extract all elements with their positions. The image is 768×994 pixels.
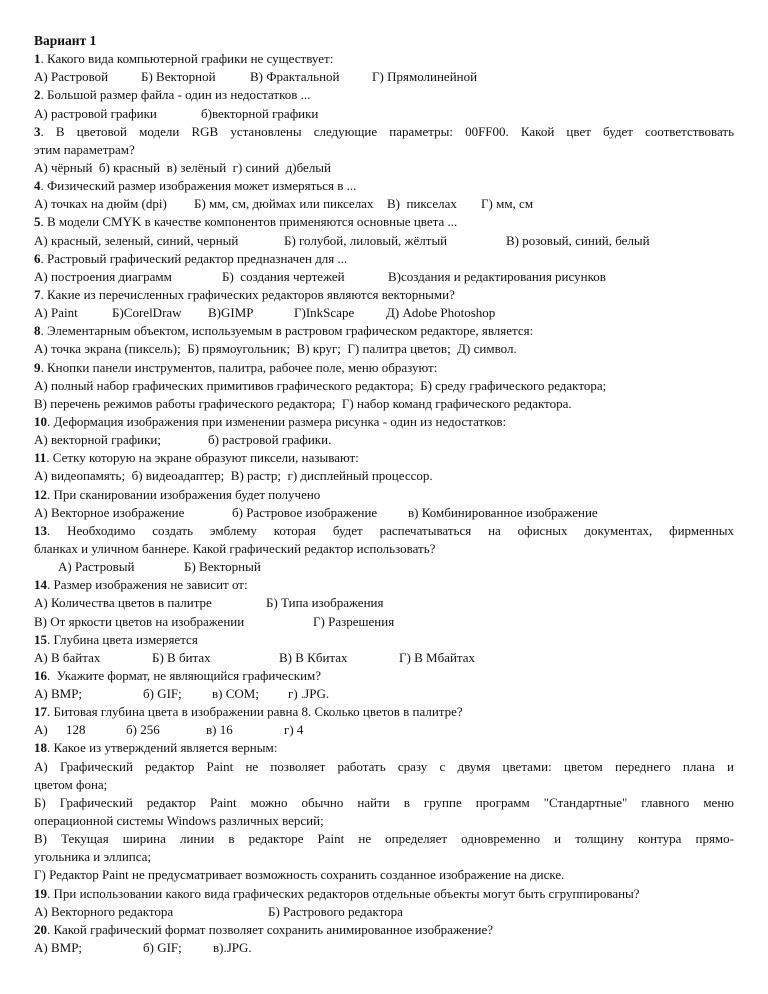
answer-option: А) Векторное изображение <box>34 504 185 520</box>
answer-18b: Б) Графический редактор Paint можно обычно найти в группе программ "Стандартные" главного меню <box>34 794 734 810</box>
question-text: Какой графический формат позволяет сохранить анимированное изображение? <box>53 921 493 937</box>
answers-12 <box>34 504 734 522</box>
question-number: 4 <box>34 178 41 194</box>
answer-option: Б) Векторной <box>141 69 216 85</box>
question-18: 18. Какое из утверждений является верным: <box>34 740 278 756</box>
question-5: 5. В модели CMYK в качестве компонентов применяются основные цвета ... <box>34 214 458 230</box>
question-text: Большой размер файла - один из недостатков ... <box>47 87 311 103</box>
question-3-cont: этим параметрам? <box>34 141 135 157</box>
answers-6 <box>34 268 734 286</box>
answer-option: в) COM; <box>212 686 259 702</box>
answer-option: Г) Разрешения <box>313 613 395 629</box>
answer-18d: Г) Редактор Paint не предусматривает возможность сохранить созданное изображение на диске. <box>34 867 565 883</box>
question-2: 2. Большой размер файла - один из недостатков ... <box>34 87 311 103</box>
question-7: 7. Какие из перечисленных графических редакторов являются векторными? <box>34 286 455 302</box>
answer-option: Б) В битах <box>152 649 211 665</box>
question-8: 8. Элементарным объектом, используемым в растровом графическом редакторе, является: <box>34 323 534 339</box>
question-20: 20. Какой графический формат позволяет сохранить анимированное изображение? <box>34 921 493 937</box>
answers-14-line-2 <box>34 613 734 631</box>
answer-option: б) растровой графики. <box>208 432 332 448</box>
question-number: 8 <box>34 323 41 339</box>
answer-option: Г) мм, см <box>481 196 534 212</box>
answer-option: А) Растровый <box>58 559 135 575</box>
answer-option: А) векторной графики; <box>34 432 161 448</box>
question-text: Укажите формат, не являющийся графическим? <box>53 667 322 683</box>
question-number: 2 <box>34 87 41 103</box>
answer-option: А) Paint <box>34 305 78 321</box>
answer-option: в) Комбинированное изображение <box>408 504 598 520</box>
question-number: 20 <box>34 921 47 937</box>
answer-option: А) BMP; <box>34 940 83 956</box>
answer-option: В) Фрактальной <box>250 69 340 85</box>
question-11: 11. Сетку которую на экране образуют пиксели, называют: <box>34 450 359 466</box>
answers-10 <box>34 431 734 449</box>
question-12: 12. При сканировании изображения будет получено <box>34 486 321 502</box>
answers-17 <box>34 721 734 739</box>
answers-7 <box>34 304 734 322</box>
question-1: 1. Какого вида компьютерной графики не существует: <box>34 51 334 67</box>
answer-option: В) От яркости цветов на изображении <box>34 613 245 629</box>
answers-5 <box>34 232 734 250</box>
answer-option: В)создания и редактирования рисунков <box>388 268 606 284</box>
answers-16 <box>34 685 734 703</box>
question-number: 10 <box>34 413 47 429</box>
question-text: Глубина цвета измеряется <box>53 631 198 647</box>
question-number: 13 <box>34 522 47 538</box>
question-6: 6. Растровый графический редактор предназначен для ... <box>34 250 348 266</box>
variant-title: Вариант 1 <box>34 33 97 48</box>
answer-option: б) Растровое изображение <box>232 504 378 520</box>
answer-18a-cont: цветом фона; <box>34 776 108 792</box>
question-number: 11 <box>34 450 47 466</box>
answer-option: А) построения диаграмм <box>34 268 172 284</box>
answer-18a: А) Графический редактор Paint не позволяет работать сразу с двумя цветами: цветом переднего плана и <box>34 758 734 774</box>
question-19: 19. При использовании какого вида графических редакторов отдельные объекты могут быть сгруппированы? <box>34 885 640 901</box>
question-3: 3. В цветовой модели RGB установлены следующие параметры: 00FF00. Какой цвет будет соответствовать <box>34 123 734 139</box>
question-17: 17. Битовая глубина цвета в изображении равна 8. Сколько цветов в палитре? <box>34 704 463 720</box>
question-text: Битовая глубина цвета в изображении равна 8. Сколько цветов в палитре? <box>53 704 463 720</box>
question-16: 16. Укажите формат, не являющийся графическим? <box>34 667 322 683</box>
question-4: 4. Физический размер изображения может измеряться в ... <box>34 178 357 194</box>
answer-option: А) точках на дюйм (dpi) <box>34 196 167 212</box>
answer-option: Б)CorelDraw <box>112 305 182 321</box>
answer-18b-cont: операционной системы Windows различных версий; <box>34 813 324 829</box>
answer-18c: В) Текущая ширина линии в редакторе Paint не определяет одновременно и толщину контура прямо- <box>34 831 734 847</box>
answer-option: Б) голубой, лиловый, жёлтый <box>284 232 448 248</box>
answers-15 <box>34 649 734 667</box>
question-number: 3 <box>34 123 41 139</box>
answer-option: А) красный, зеленый, синий, черный <box>34 232 239 248</box>
answer-option: Б) Растрового редактора <box>268 903 403 919</box>
answers-9-line-2: В) перечень режимов работы графического редактора; Г) набор команд графического редактора. <box>34 395 572 411</box>
question-number: 16 <box>34 667 47 683</box>
question-number: 7 <box>34 286 41 302</box>
answer-18c-cont: угольника и эллипса; <box>34 849 152 865</box>
answer-option: Б) Векторный <box>184 559 261 575</box>
question-number: 12 <box>34 486 47 502</box>
answer-option: А) Векторного редактора <box>34 903 174 919</box>
answer-option: 128 <box>66 722 86 738</box>
answer-option: А) BMP; <box>34 686 83 702</box>
answers-13 <box>34 558 734 576</box>
answer-option: А) Количества цветов в палитре <box>34 595 212 611</box>
question-text: При использовании какого вида графических редакторов отдельные объекты могут быть сгруппированы? <box>53 885 640 901</box>
question-15: 15. Глубина цвета измеряется <box>34 631 198 647</box>
answer-option: В) пикселах <box>387 196 457 212</box>
question-text: Необходимо создать эмблему которая будет распечатываться на офисных документах, фирменных <box>67 522 734 538</box>
answer-option: В)GIMP <box>208 305 254 321</box>
question-number: 18 <box>34 740 47 756</box>
answer-option: б) 256 <box>126 722 160 738</box>
answers-19 <box>34 903 734 921</box>
question-number: 19 <box>34 885 47 901</box>
question-number: 6 <box>34 250 41 266</box>
question-text: В цветовой модели RGB установлены следующие параметры: 00FF00. Какой цвет будет соответствовать <box>55 123 734 139</box>
answers-3: А) чёрный б) красный в) зелёный г) синий д)белый <box>34 159 331 175</box>
question-text: Растровый графический редактор предназначен для ... <box>47 250 348 266</box>
question-text: Элементарным объектом, используемым в растровом графическом редакторе, является: <box>47 323 534 339</box>
answer-option: В) розовый, синий, белый <box>506 232 650 248</box>
answer-option: в).JPG. <box>213 940 252 956</box>
answer-option: В) В Кбитах <box>279 649 348 665</box>
question-text: Размер изображения не зависит от: <box>53 577 248 593</box>
question-text: Какого вида компьютерной графики не существует: <box>47 51 334 67</box>
answer-option: б) GIF; <box>143 940 182 956</box>
question-text: Какое из утверждений является верным: <box>53 740 278 756</box>
answer-option: Д) Adobe Photoshop <box>386 305 496 321</box>
answer-option: г) 4 <box>284 722 304 738</box>
question-text: Какие из перечисленных графических редакторов являются векторными? <box>47 286 455 302</box>
answer-option: А) <box>34 722 48 738</box>
question-number: 1 <box>34 51 41 67</box>
answers-8: А) точка экрана (пиксель); Б) прямоугольник; В) круг; Г) палитра цветов; Д) символ. <box>34 341 517 357</box>
question-number: 17 <box>34 704 47 720</box>
answer-option: Б) мм, см, дюймах или пикселах <box>194 196 374 212</box>
question-14: 14. Размер изображения не зависит от: <box>34 577 248 593</box>
answer-option: А) В байтах <box>34 649 101 665</box>
answer-option: б)векторной графики <box>201 105 319 121</box>
answers-14-line-1 <box>34 594 734 612</box>
answers-11: А) видеопамять; б) видеоадаптер; В) растр; г) дисплейный процессор. <box>34 468 433 484</box>
answer-option: Г) В Мбайтах <box>399 649 476 665</box>
question-text: При сканировании изображения будет получено <box>53 486 321 502</box>
answers-9-line-1: А) полный набор графических примитивов графического редактора; Б) среду графического редактора; <box>34 377 607 393</box>
answer-option: в) 16 <box>206 722 233 738</box>
question-13-cont: бланках и уличном баннере. Какой графический редактор использовать? <box>34 540 436 556</box>
answer-option: А) растровой графики <box>34 105 157 121</box>
test-page <box>34 32 734 957</box>
answer-option: г) .JPG. <box>288 686 330 702</box>
answer-option: б) GIF; <box>143 686 182 702</box>
question-10: 10. Деформация изображения при изменении размера рисунка - один из недостатков: <box>34 413 507 429</box>
answers-20 <box>34 939 734 957</box>
question-text: В модели CMYK в качестве компонентов применяются основные цвета ... <box>47 214 458 230</box>
answer-option: А) Растровой <box>34 69 109 85</box>
answers-4 <box>34 195 734 213</box>
question-number: 15 <box>34 631 47 647</box>
question-text: Деформация изображения при изменении размера рисунка - один из недостатков: <box>53 413 507 429</box>
question-13: 13. Необходимо создать эмблему которая будет распечатываться на офисных документах, фирменных <box>34 522 734 538</box>
question-text: Физический размер изображения может измеряться в ... <box>47 178 357 194</box>
answer-option: Б) создания чертежей <box>222 268 345 284</box>
answer-option: Г)InkScape <box>294 305 355 321</box>
answers-1 <box>34 68 734 86</box>
answer-option: Б) Типа изображения <box>266 595 384 611</box>
question-number: 9 <box>34 359 41 375</box>
answers-2 <box>34 105 734 123</box>
question-number: 5 <box>34 214 41 230</box>
question-text: Сетку которую на экране образуют пиксели, называют: <box>52 450 359 466</box>
answer-option: Г) Прямолинейной <box>372 69 478 85</box>
question-9: 9. Кнопки панели инструментов, палитра, рабочее поле, меню образуют: <box>34 359 438 375</box>
question-text: Кнопки панели инструментов, палитра, рабочее поле, меню образуют: <box>47 359 438 375</box>
question-number: 14 <box>34 577 47 593</box>
